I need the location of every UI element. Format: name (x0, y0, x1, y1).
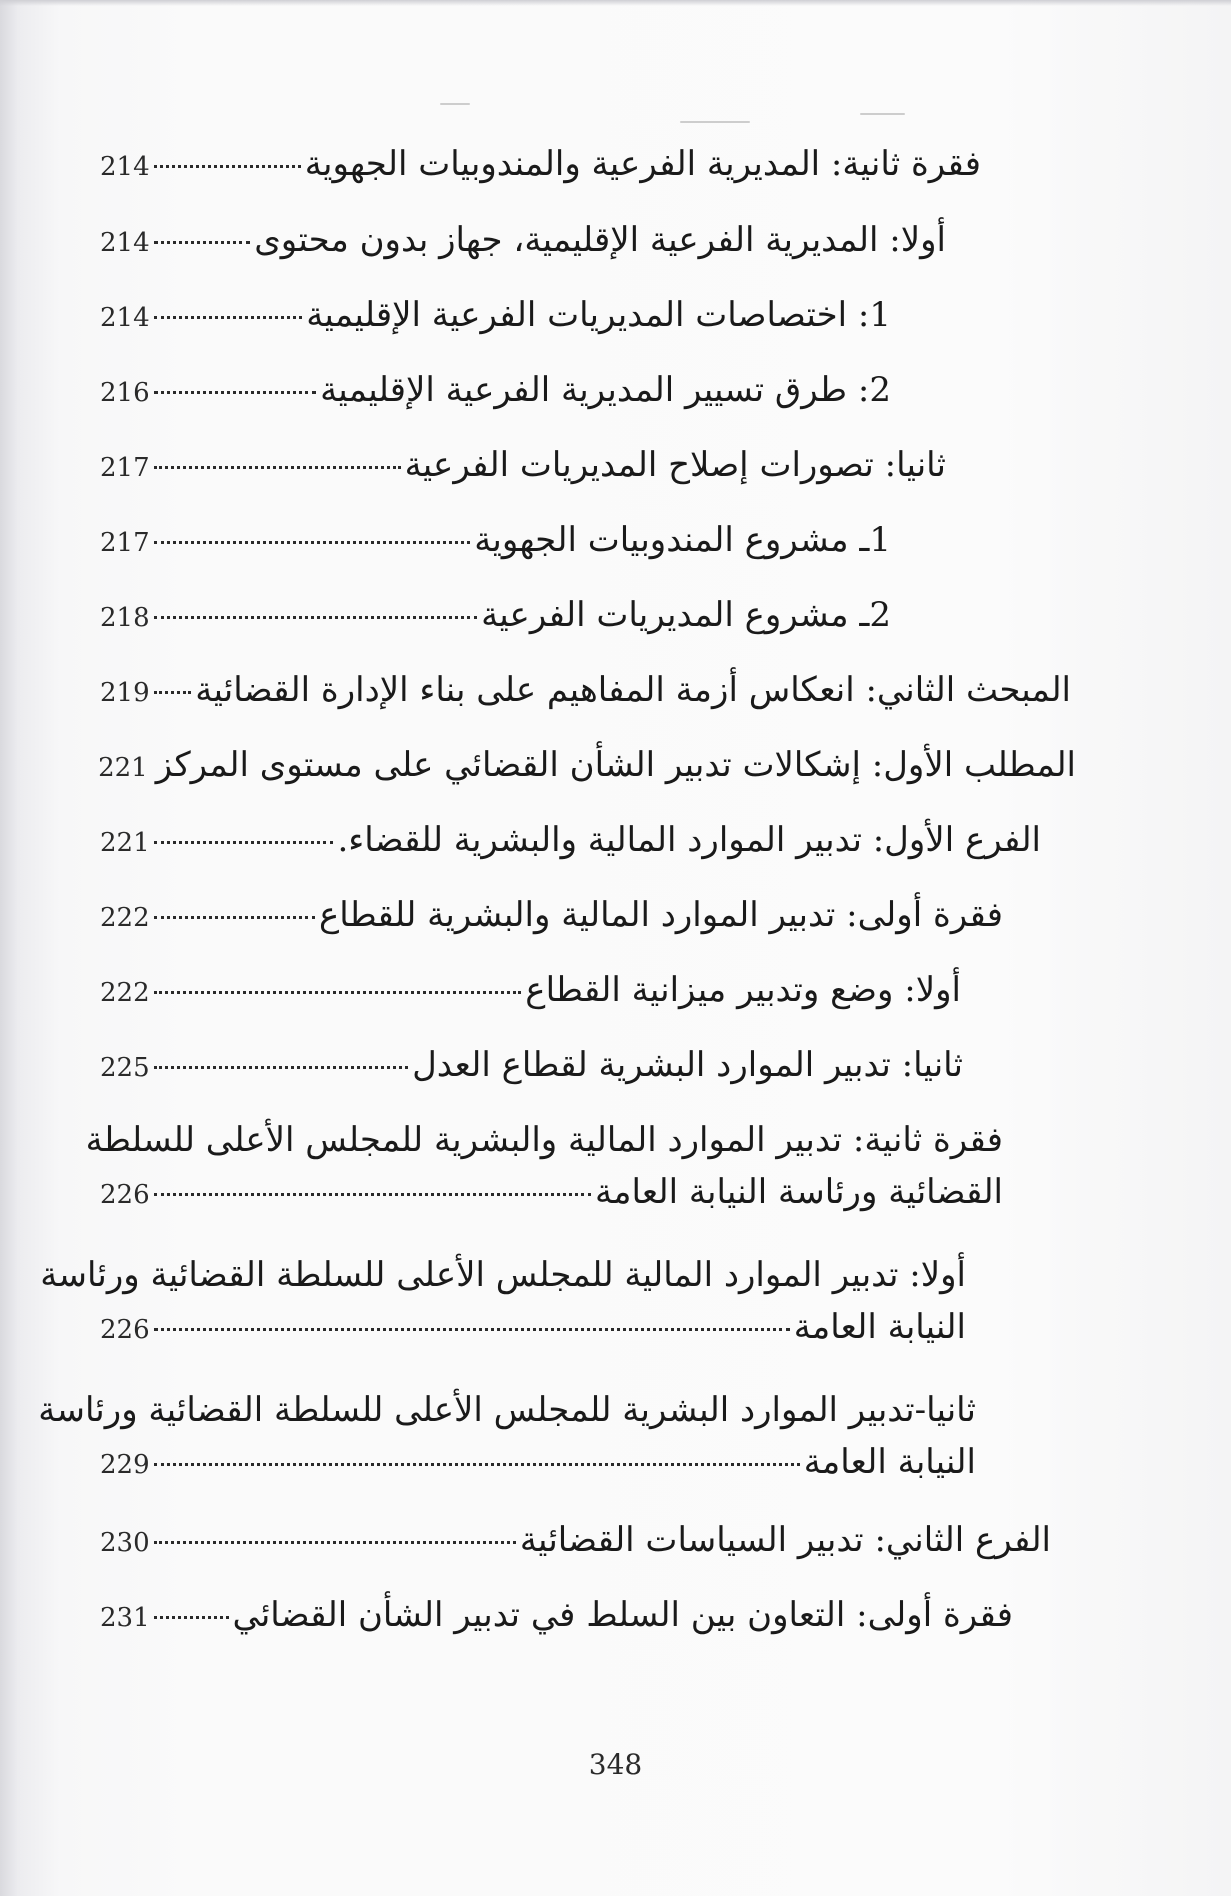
toc-entry-page: 230 (100, 1528, 150, 1558)
toc-entry-page: 217 (100, 528, 150, 558)
toc-entry-page: 231 (100, 1603, 150, 1633)
toc-entry-page: 216 (100, 378, 150, 408)
dot-leader (154, 391, 316, 394)
toc-entry-title: أولا: وضع وتدبير ميزانية القطاع (525, 970, 961, 1010)
toc-entry-title: 2: طرق تسيير المديرية الفرعية الإقليمية (320, 370, 891, 410)
dot-leader (154, 1066, 408, 1069)
dot-leader (154, 466, 401, 469)
dot-leader (154, 691, 192, 694)
dot-leader (154, 165, 301, 168)
toc-entry[interactable] (100, 1043, 963, 1089)
toc-entry[interactable] (100, 518, 891, 564)
toc-entry-page: 229 (100, 1449, 150, 1480)
toc-entry-title: 2ـ مشروع المديريات الفرعية (481, 595, 891, 635)
toc-entry[interactable] (100, 1593, 1013, 1639)
toc-entry-title: الفرع الأول: تدبير الموارد المالية والبشرية للقضاء. (337, 820, 1041, 860)
toc-entry[interactable] (100, 743, 1076, 789)
toc-entry-title: النيابة العامة (803, 1441, 976, 1482)
toc-entry-page: 226 (100, 1314, 150, 1345)
toc-entry-title: المبحث الثاني: انعكاس أزمة المفاهيم على بناء الإدارة القضائية (195, 670, 1071, 710)
toc-entry[interactable] (40, 1253, 966, 1351)
toc-entry[interactable] (100, 142, 981, 188)
toc-entry-title: فقرة أولى: التعاون بين السلط في تدبير الشأن القضائي (232, 1595, 1013, 1635)
dot-leader (154, 1193, 591, 1196)
page-number: 348 (588, 1748, 643, 1781)
toc-entry[interactable] (100, 593, 891, 639)
toc-entry[interactable] (100, 443, 946, 489)
toc-entry[interactable] (100, 368, 891, 414)
toc-entry[interactable] (100, 968, 961, 1014)
dot-leader (154, 616, 477, 619)
toc-entry-page: 222 (100, 978, 150, 1008)
toc-entry-title: أولا: المديرية الفرعية الإقليمية، جهاز بدون محتوى (254, 220, 946, 260)
toc-entry-title-line: ثانيا-تدبير الموارد البشرية للمجلس الأعلى للسلطة القضائية ورئاسة (38, 1390, 976, 1430)
toc-entry-page: 221 (100, 828, 150, 858)
toc-entry-title: الفرع الثاني: تدبير السياسات القضائية (519, 1520, 1051, 1560)
toc-entry-title: النيابة العامة (793, 1306, 966, 1347)
toc-entry[interactable] (38, 1388, 976, 1486)
toc-entry-title-line: فقرة ثانية: تدبير الموارد المالية والبشرية للمجلس الأعلى للسلطة (85, 1120, 1003, 1160)
toc-entry[interactable] (100, 668, 1071, 714)
dot-leader (154, 1328, 790, 1331)
toc-entry[interactable] (100, 818, 1041, 864)
toc-entry-page: 225 (100, 1053, 150, 1083)
toc-entry-title: 1: اختصاصات المديريات الفرعية الإقليمية (306, 295, 891, 335)
toc-entry-title: المطلب الأول: إشكالات تدبير الشأن القضائي على مستوى المركز (155, 745, 1076, 785)
toc-entry-title: 1ـ مشروع المندوبيات الجهوية (474, 520, 891, 560)
dot-leader (154, 241, 251, 244)
toc-entry[interactable] (100, 1518, 1051, 1564)
toc-entry[interactable] (100, 218, 946, 264)
toc-entry-page: 218 (100, 603, 150, 633)
dot-leader (154, 541, 471, 544)
toc-entry[interactable] (85, 1118, 1003, 1216)
dot-leader (154, 1541, 516, 1544)
toc-entry[interactable] (100, 893, 1003, 939)
toc-entry-title: القضائية ورئاسة النيابة العامة (595, 1171, 1003, 1212)
toc-entry-title: فقرة أولى: تدبير الموارد المالية والبشرية للقطاع (318, 895, 1003, 935)
toc-entry-title-line: أولا: تدبير الموارد المالية للمجلس الأعلى للسلطة القضائية ورئاسة (40, 1255, 966, 1295)
dot-leader (154, 1616, 229, 1619)
toc-entry-page: 222 (100, 903, 150, 933)
toc-entry-page: 214 (100, 152, 150, 182)
dot-leader (154, 991, 522, 994)
toc-entry-page: 217 (100, 453, 150, 483)
toc-entry-title: ثانيا: تصورات إصلاح المديريات الفرعية (404, 445, 946, 485)
dot-leader (154, 841, 334, 844)
toc-entry-page: 214 (100, 228, 150, 258)
dot-leader (154, 1463, 800, 1466)
dot-leader (154, 316, 303, 319)
toc-entry-title: فقرة ثانية: المديرية الفرعية والمندوبيات الجهوية (304, 144, 981, 184)
toc-entry-page: 219 (100, 678, 150, 708)
toc-entry-page: 221 (98, 753, 148, 783)
toc-entry-title: ثانيا: تدبير الموارد البشرية لقطاع العدل (412, 1045, 963, 1085)
toc-entry-page: 226 (100, 1179, 150, 1210)
toc-entry[interactable] (100, 293, 891, 339)
dot-leader (154, 916, 315, 919)
toc-entry-page: 214 (100, 303, 150, 333)
